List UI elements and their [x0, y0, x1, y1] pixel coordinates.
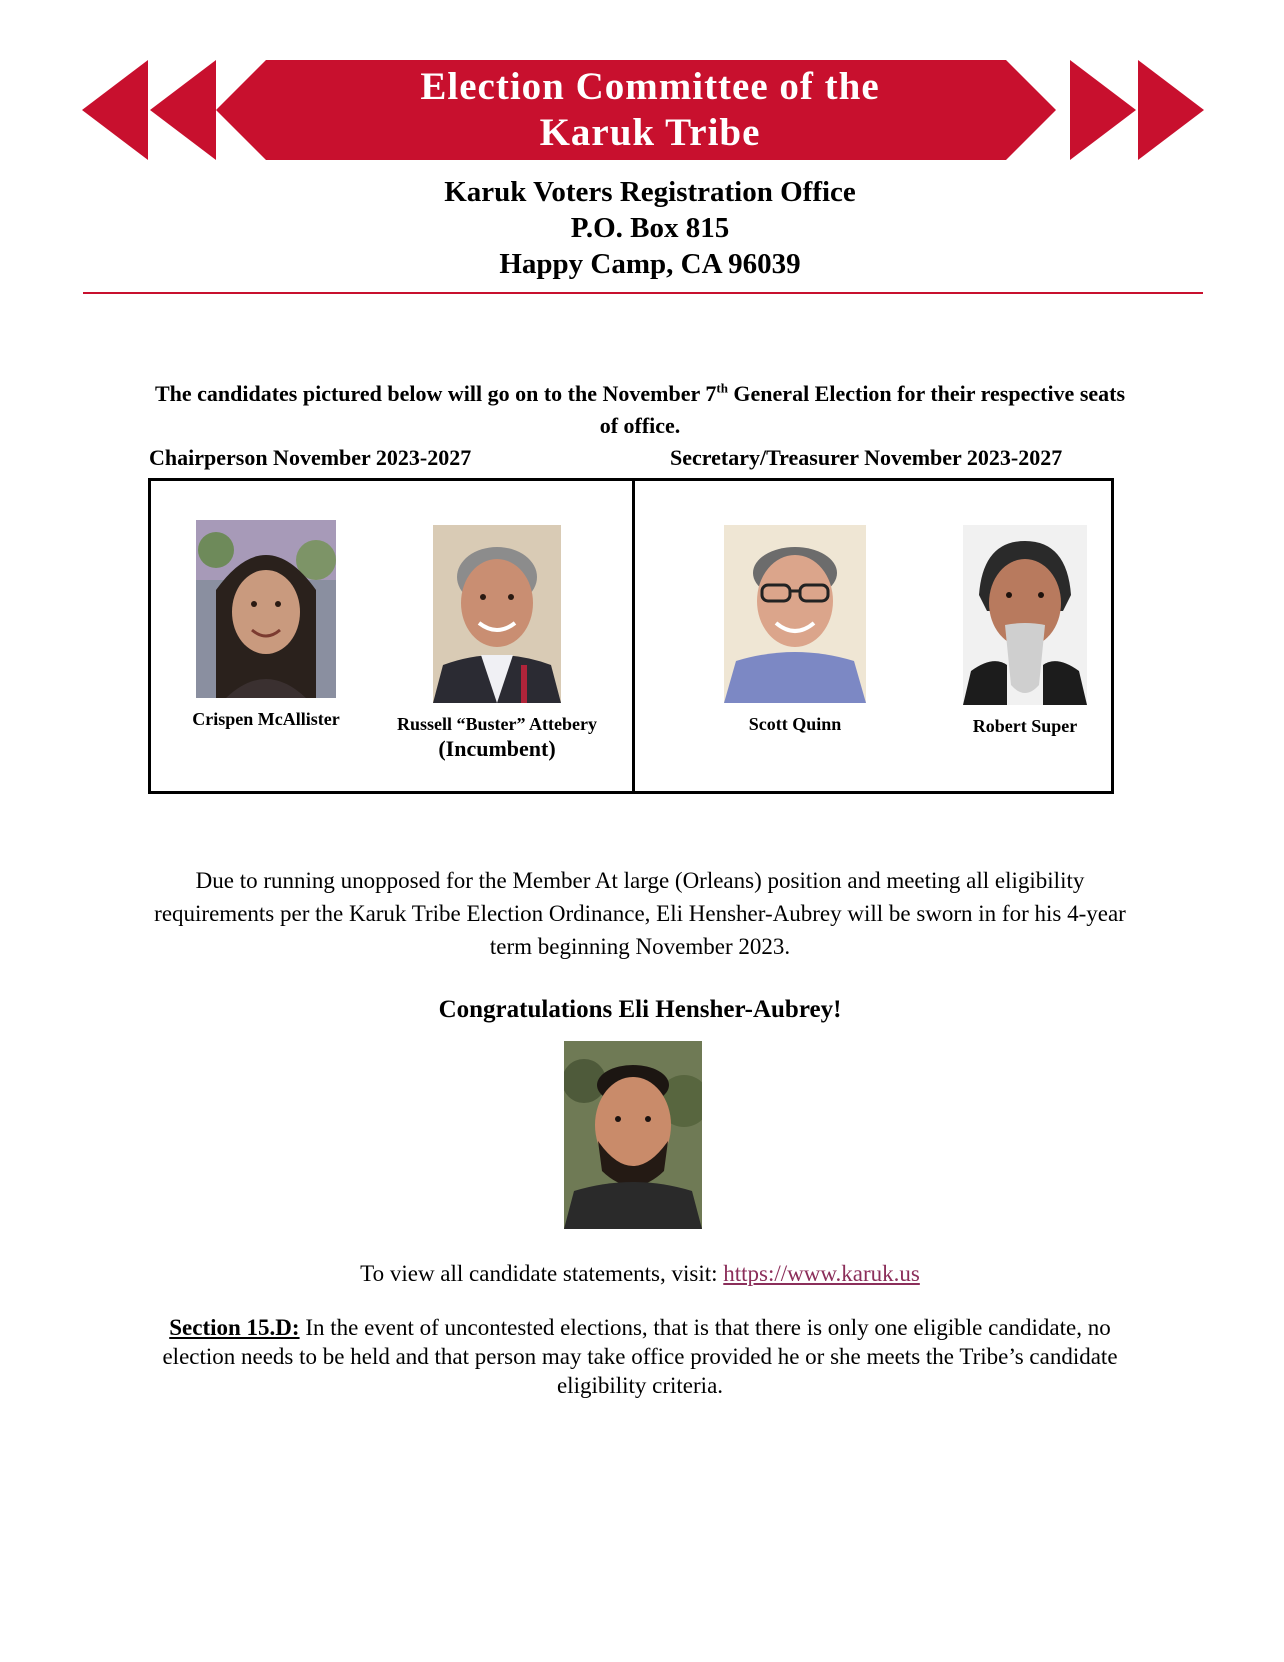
statements-text: To view all candidate statements, visit: [360, 1261, 724, 1286]
congratulations-heading: Congratulations Eli Hensher-Aubrey! [438, 996, 842, 1023]
candidate-crispen [176, 520, 356, 730]
right-arrow-outer-icon [1138, 60, 1204, 160]
header-divider [83, 292, 1203, 294]
secretary-treasurer-heading: Secretary/Treasurer November 2023-2027 [670, 445, 1063, 470]
incumbent-label: (Incumbent) [438, 736, 556, 761]
candidate-photo [963, 525, 1087, 705]
candidate-robert [935, 525, 1115, 737]
section-text: In the event of uncontested elections, that is that there is only one eligible candidate, no election needs to be held and that person may take office provided he or she meets the Tribe’s candidate eligibility criteria. [162, 1315, 1118, 1398]
candidate-statements-line [150, 1257, 1130, 1290]
candidate-scott [705, 525, 885, 735]
intro-text-part2: General Election for their respective seats of office. [599, 381, 1126, 438]
banner-title-line1: Election Committee of the [420, 65, 880, 108]
eli-photo [564, 1041, 702, 1229]
candidate-box-divider [632, 478, 635, 794]
left-arrow-outer-icon [82, 60, 148, 160]
unopposed-paragraph: Due to running unopposed for the Member At large (Orleans) position and meeting all eligibility requirements per the Karuk Tribe Election Ordinance, Eli Hensher-Aubrey will be sworn in for his 4-year term beginning November 2023. [154, 868, 1126, 959]
left-arrow-inner-icon [150, 60, 216, 160]
po-box: P.O. Box 815 [570, 212, 730, 244]
candidate-photo [196, 520, 336, 698]
candidate-russell [377, 525, 617, 763]
office-address [330, 174, 970, 282]
candidate-name: Robert Super [972, 716, 1078, 736]
intro-superscript: th [716, 380, 728, 396]
candidate-name: Scott Quinn [748, 714, 842, 734]
candidate-photo [433, 525, 561, 703]
banner-title-line2: Karuk Tribe [539, 111, 761, 154]
section-label: Section 15.D: [169, 1315, 300, 1340]
section-15d-paragraph [150, 1313, 1130, 1400]
office-name: Karuk Voters Registration Office [444, 176, 856, 208]
karuk-website-link[interactable]: https://www.karuk.us [723, 1261, 920, 1286]
banner-title [230, 64, 1070, 156]
intro-text [150, 378, 1130, 442]
candidate-name: Russell “Buster” Attebery [397, 714, 597, 734]
chairperson-heading: Chairperson November 2023-2027 [149, 445, 472, 470]
city-line: Happy Camp, CA 96039 [499, 248, 801, 280]
intro-text-part1: The candidates pictured below will go on to the November 7 [154, 381, 717, 406]
candidate-photo [724, 525, 866, 703]
candidate-name: Crispen McAllister [192, 709, 340, 729]
right-arrow-inner-icon [1070, 60, 1136, 160]
